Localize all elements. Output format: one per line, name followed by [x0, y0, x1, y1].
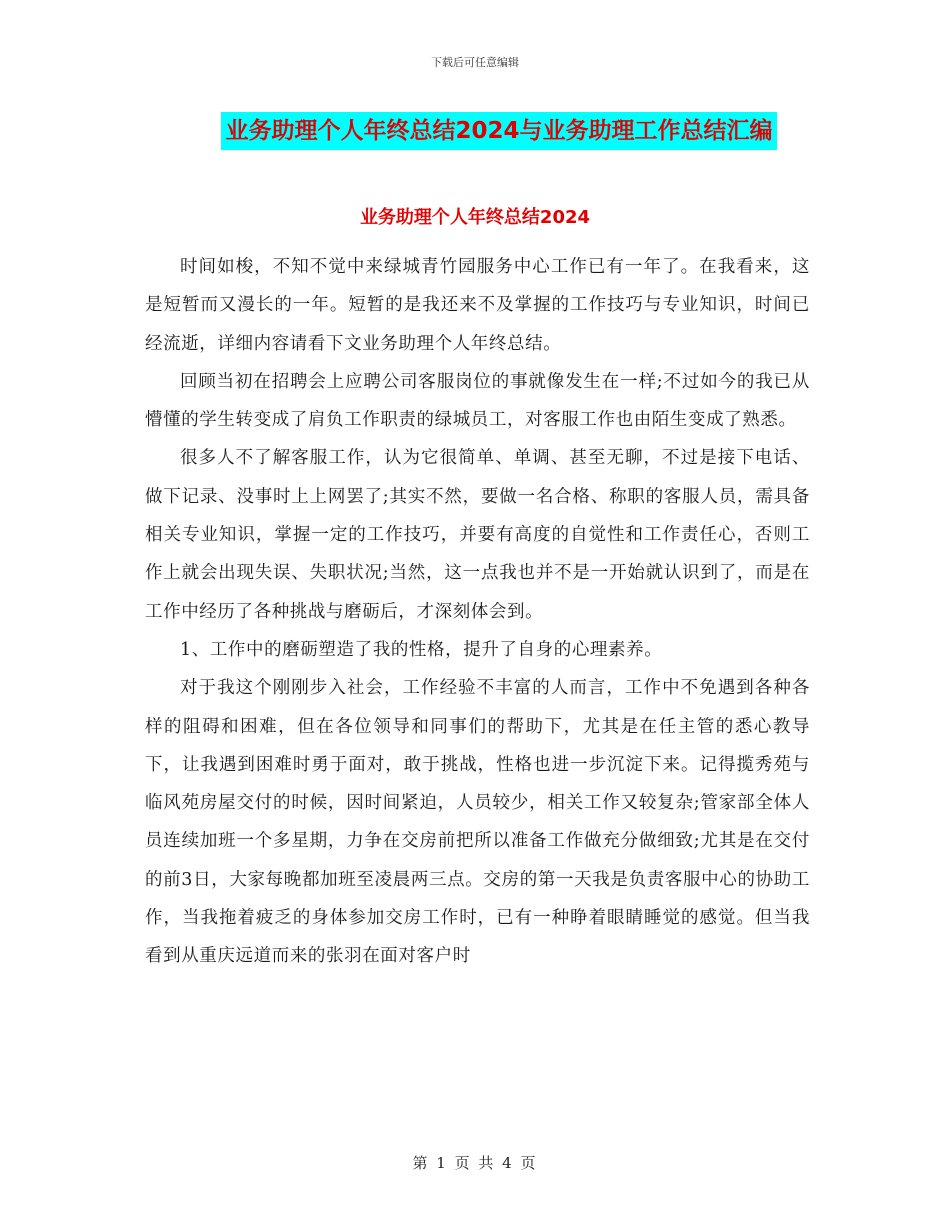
paragraph: 时间如梭，不知不觉中来绿城青竹园服务中心工作已有一年了。在我看来，这是短暂而又漫长的一年。短暂的是我还来不及掌握的工作技巧与专业知识，时间已经流逝，详细内容请看下文业务助理个人年终总结。: [145, 257, 810, 354]
section-title: 业务助理个人年终总结2024: [359, 207, 591, 228]
paragraph: 1、工作中的磨砺塑造了我的性格，提升了自身的心理素养。: [180, 639, 663, 660]
paragraph: 很多人不了解客服工作，认为它很简单、单调、甚至无聊，不过是接下电话、做下记录、没事时上上网罢了;其实不然，要做一名合格、称职的客服人员，需具备相关专业知识，掌握一定的工作技巧，并要有高度的自觉性和工作责任心，否则工作上就会出现失误、失职状况;当然，这一点我也并不是一开始就认识到了，而是在工作中经历了各种挑战与磨砺后，才深刻体会到。: [145, 448, 810, 622]
paragraph: 对于我这个刚刚步入社会，工作经验不丰富的人而言，工作中不免遇到各种各样的阻碍和困难，但在各位领导和同事们的帮助下，尤其是在任主管的悉心教导下，让我遇到困难时勇于面对，敢于挑战，性格也进一步沉淀下来。记得揽秀苑与临风苑房屋交付的时候，因时间紧迫，人员较少，相关工作又较复杂;管家部全体人员连续加班一个多星期，力争在交房前把所以准备工作做充分做细致;尤其是在交付的前3日，大家每晚都加班至凌晨两三点。交房的第一天我是负责客服中心的协助工作，当我拖着疲乏的身体参加交房工作时，已有一种睁着眼睛睡觉的感觉。但当我看到从重庆远道而来的张羽在面对客户时: [145, 678, 810, 967]
document-title: 业务助理个人年终总结2024与业务助理工作总结汇编: [221, 112, 776, 150]
page-number-footer: 第 1 页 共 4 页: [412, 1154, 538, 1172]
document-body: [145, 248, 810, 976]
paragraph: 回顾当初在招聘会上应聘公司客服岗位的事就像发生在一样;不过如今的我已从懵懂的学生转变成了肩负工作职责的绿城员工，对客服工作也由陌生变成了熟悉。: [145, 371, 810, 431]
document-title-container: [0, 112, 950, 150]
header-note: 下载后可任意编辑: [431, 56, 519, 69]
